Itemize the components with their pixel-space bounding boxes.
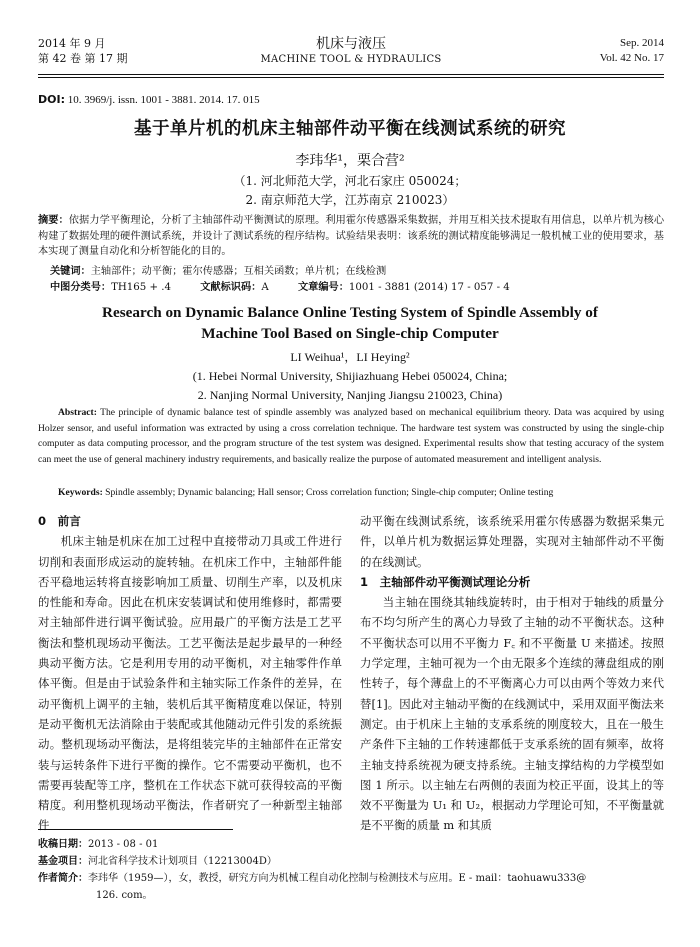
header-rule-thick xyxy=(38,74,664,75)
header-volume-en: Vol. 42 No. 17 xyxy=(599,52,664,64)
keywords-cn-text: 主轴部件；动平衡；霍尔传感器；互相关函数；单片机；在线检测 xyxy=(90,266,387,277)
section-0-heading: 0 前言 xyxy=(38,514,81,528)
doc-value: A xyxy=(261,282,269,293)
footnote-fund xyxy=(38,853,664,870)
paper-title-cn: 基于单片机的机床主轴部件动平衡在线测试系统的研究 xyxy=(134,119,566,139)
footnote-received xyxy=(38,836,664,853)
abstract-en-text: The principle of dynamic balance test of spindle assembly was analyzed based on mechanical equilibrium theory. Data was acquired by using Holzer sensor, and useful information was extracted by using a cross correlation technique. The hardware test system was constructed by using the single-chip computer as data computing processor, and the program structure of the test system was designed. Experimental results show that testing accuracy of the system can meet the use of general machinery industry requirements, and basically realize the purpose of automated measurement and intelligent analysis. xyxy=(38,407,664,465)
title-en-line-1: Research on Dynamic Balance Online Testing System of Spindle Assembly of xyxy=(102,304,598,321)
clc-label: 中图分类号： xyxy=(50,282,112,293)
document-code xyxy=(200,282,268,293)
footnote-rule xyxy=(38,829,233,830)
affiliation-en-1: (1. Hebei Normal University, Shijiazhuang Hebei 050024, China; xyxy=(192,369,508,383)
affiliation-en-2: 2. Nanjing Normal University, Nanjing Jiangsu 210023, China) xyxy=(197,388,503,402)
abstract-en-label: Abstract: xyxy=(58,407,97,418)
footnotes xyxy=(38,836,664,904)
abstract-cn-text: 依据力学平衡理论，分析了主轴部件动平衡测试的原理。利用霍尔传感器采集数据，并用互相关技术提取有用信息，以单片机为核心构建了数据处理的硬件测试系统，并设计了测试系统的程序结构。试验结果表明：该系统的测试精度能够满足一般机械工业的使用要求，基本实现了测量自动化和分析智能化的目的。 xyxy=(38,215,665,257)
header-volume-cn: 第 42 卷 第 17 期 xyxy=(38,52,128,65)
header-center xyxy=(38,36,664,67)
section-0-paragraph-2: 动平衡在线测试系统，该系统采用霍尔传感器为数据采集元件，以单片机为数据运算处理器，实现对主轴部件动不平衡的在线测试。 xyxy=(360,514,664,569)
authors-cn: 李玮华¹，栗合营² xyxy=(295,153,405,169)
body-column-left xyxy=(38,511,342,836)
clc-value: TH165 + .4 xyxy=(111,282,171,293)
body-column-right xyxy=(360,511,664,836)
section-1-paragraph-1: 当主轴在围绕其轴线旋转时，由于相对于轴线的质量分布不均匀所产生的离心力导致了主轴的动不平衡状态。这种不平衡状态可以用不平衡力 F꜀ 和不平衡量 U 来描述。按照力学定理，主轴可视为一个由无限多个连续的薄盘组成的刚性转子，每个薄盘上的不平衡离心力可以由两个等效力来代替[1]。因此对主轴动平衡的在线测试中，采用双面平衡法来测定。由于机床上主轴的支承系统的刚度较大，且在一般生产条件下主轴的工作转速都低于支承系统的固有频率，故将主轴支持系统视为硬支持系统。主轴支撑结构的力学模型如图 1 所示。以主轴左右两侧的表面为校正平面，设其上的等效不平衡量为 U₁ 和 U₂，根据动力学理论可知，不平衡量就是不平衡的质量 m 和其质 xyxy=(360,595,664,833)
keywords-en-label: Keywords: xyxy=(58,487,103,498)
keywords-cn xyxy=(50,262,386,277)
journal-name-en: MACHINE TOOL & HYDRAULICS xyxy=(260,54,442,65)
authors-en: LI Weihua¹，LI Heying² xyxy=(290,350,410,364)
fund-label: 基金项目： xyxy=(38,856,88,867)
affiliations-en xyxy=(0,367,700,405)
fund-value: 河北省科学技术计划项目（12213004D） xyxy=(88,856,277,867)
affiliation-cn-2: 2. 南京师范大学，江苏南京 210023） xyxy=(245,193,455,207)
doi-label: DOI: xyxy=(38,93,65,106)
doi-value: 10. 3969/j. issn. 1001 - 3881. 2014. 17. 015 xyxy=(64,94,260,106)
keywords-en-text: Spindle assembly; Dynamic balancing; Hall sensor; Cross correlation function; Single-chip computer; Online testing xyxy=(102,487,554,498)
clc-number xyxy=(50,282,171,293)
affiliations-cn xyxy=(0,172,700,210)
abstract-cn xyxy=(38,213,664,260)
title-en-line-2: Machine Tool Based on Single-chip Computer xyxy=(201,325,499,342)
header-rule-thin xyxy=(38,77,664,78)
abstract-cn-label: 摘要： xyxy=(38,215,69,226)
art-value: 1001 - 3881 (2014) 17 - 057 - 4 xyxy=(348,282,510,293)
journal-name-cn: 机床与液压 xyxy=(316,36,386,52)
running-header xyxy=(38,36,664,74)
keywords-cn-label: 关键词： xyxy=(50,266,91,277)
doi-line xyxy=(38,93,260,106)
author-bio-label: 作者简介： xyxy=(38,873,88,884)
footnote-author-cont: 126. com。 xyxy=(96,890,153,901)
section-0-paragraph-1: 机床主轴是机床在加工过程中直接带动刀具或工件进行切削和表面形成运动的旋转轴。在机床工作中，主轴部件能否平稳地运转将直接影响加工质量、切削生产率，以及机床的性能和寿命。因此在机床安装调试和使用维修时，都需要对主轴部件进行调平衡试验。应用最广的平衡方法是工艺平衡法和整机现场动平衡法。工艺平衡法是起步最早的一种经典动平衡方法。它是利用专用的动平衡机，对主轴零件作单体平衡。但是由于试验条件和主轴实际工作条件的差异，在动平衡机上调平的主轴，装机后其平衡精度难以保证，特别是动平衡机无法消除由于装配或其他随动元件引发的系统振动。整机现场动平衡法，是将组装完毕的主轴部件在正常安装与运转条件下进行平衡的操作。它不需要动平衡机，也不需要再装配等工序，整机在工作状态下就可获得较高的平衡精度。利用整机现场动平衡法，作者研究了一种新型主轴部件 xyxy=(38,534,342,833)
article-number xyxy=(298,282,510,293)
section-1-heading: 1 主轴部件动平衡测试理论分析 xyxy=(360,574,531,589)
header-date-cn: 2014 年 9 月 xyxy=(38,37,106,50)
header-right xyxy=(600,36,664,66)
received-date: 2013 - 08 - 01 xyxy=(88,839,159,850)
paper-title-en xyxy=(0,302,700,344)
affiliation-cn-1: （1. 河北师范大学，河北石家庄 050024； xyxy=(233,174,467,188)
classification-line xyxy=(50,278,536,293)
received-label: 收稿日期： xyxy=(38,839,88,850)
art-label: 文章编号： xyxy=(297,282,349,293)
keywords-en xyxy=(58,487,553,498)
doc-label: 文献标识码： xyxy=(200,282,262,293)
abstract-en xyxy=(38,405,664,467)
header-date-en: Sep. 2014 xyxy=(620,37,664,49)
author-bio: 李玮华（1959—），女，教授，研究方向为机械工程自动化控制与检测技术与应用。E - mail：taohuawu333@ xyxy=(88,873,587,884)
footnote-author xyxy=(38,870,664,887)
